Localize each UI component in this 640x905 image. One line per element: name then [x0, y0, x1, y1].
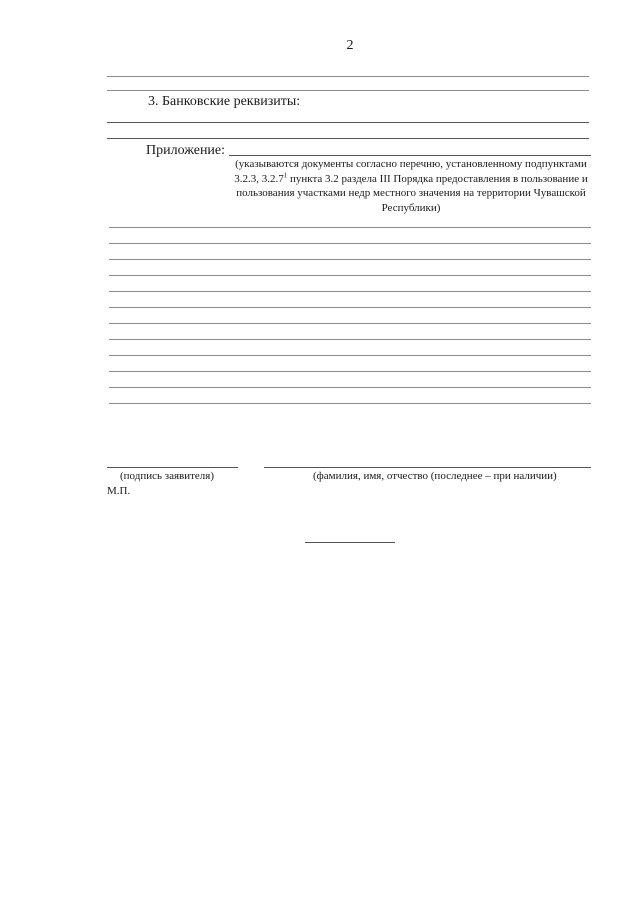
attachment-line-6 [109, 307, 591, 308]
attachment-line-3 [109, 259, 591, 260]
attachment-line-10 [109, 371, 591, 372]
end-of-document-line [305, 542, 395, 543]
attachment-note-part-1: (указываются документы согласно перечню, установленному подпунктами 3.2.3, 3.2.7 [234, 158, 587, 185]
bank-details-heading: 3. Банковские реквизиты: [148, 94, 301, 109]
attachment-line-8 [109, 339, 591, 340]
applicant-name-caption: (фамилия, имя, отчество (последнее – при наличии) [313, 470, 557, 482]
header-rule-2 [107, 90, 589, 91]
attachment-label: Приложение: [146, 143, 226, 158]
applicant-signature-line [107, 467, 238, 468]
attachment-note-superscript: 1 [283, 170, 288, 179]
header-rule-1 [107, 76, 589, 77]
attachment-line-9 [109, 355, 591, 356]
attachment-line-4 [109, 275, 591, 276]
attachment-line-5 [109, 291, 591, 292]
bank-details-line-2 [107, 138, 589, 139]
attachment-note [234, 157, 588, 215]
attachment-note-part-2: пункта 3.2 раздела III Порядка предоставления в пользование и пользования участками недр местного значения на территории Чувашской Республики) [236, 172, 588, 214]
applicant-name-line [264, 467, 591, 468]
stamp-label: М.П. [107, 485, 131, 497]
attachment-line-1 [109, 227, 591, 228]
applicant-signature-caption: (подпись заявителя) [120, 470, 215, 482]
attachment-line-11 [109, 387, 591, 388]
attachment-line-2 [109, 243, 591, 244]
bank-details-line-1 [107, 122, 589, 123]
attachment-line-12 [109, 403, 591, 404]
page-number: 2 [346, 38, 354, 53]
attachment-field-line [229, 155, 591, 156]
attachment-line-7 [109, 323, 591, 324]
